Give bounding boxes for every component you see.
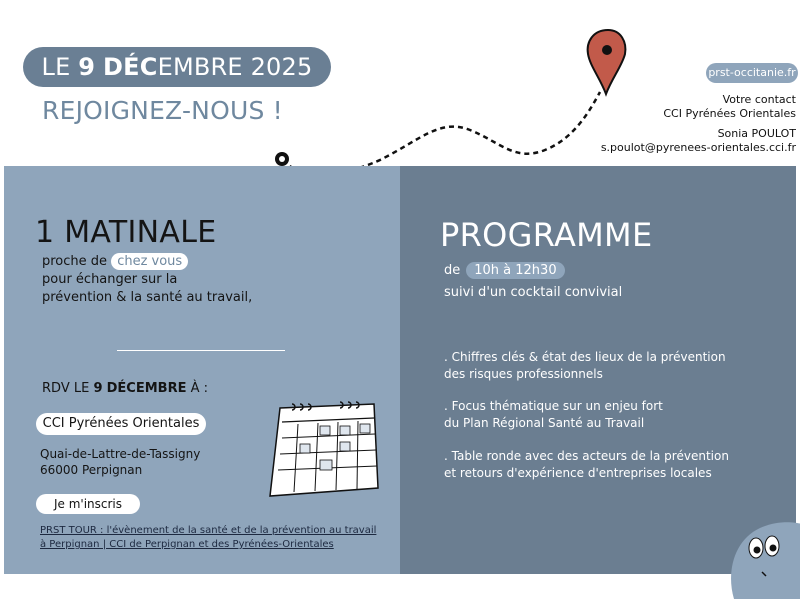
mascot-icon	[720, 512, 800, 599]
programme-item	[444, 349, 726, 383]
desc-line1: proche de	[42, 254, 108, 269]
map-pin-icon	[588, 30, 626, 94]
time-prefix: de	[444, 263, 461, 278]
programme-time	[444, 262, 565, 279]
programme-title: PROGRAMME	[440, 216, 653, 254]
link-line2[interactable]: à Perpignan | CCI de Perpignan et des Pyrénées-Orientales	[40, 539, 334, 550]
rdv-day: 9	[93, 381, 103, 396]
venue-pill: CCI Pyrénées Orientales	[36, 413, 206, 435]
divider	[117, 350, 285, 351]
desc-line2: pour échanger sur la	[42, 272, 178, 287]
date-month-rest: EMBRE 2025	[157, 53, 313, 81]
address-line1: Quai-de-Lattre-de-Tassigny	[40, 447, 201, 461]
date-month-bold: DÉC	[103, 53, 158, 81]
item-line2: du Plan Régional Santé au Travail	[444, 416, 645, 430]
address-line2: 66000 Perpignan	[40, 463, 143, 477]
calendar-illustration-icon	[262, 396, 387, 501]
contact-block	[601, 93, 796, 155]
desc-line3: prévention & la santé au travail,	[42, 290, 253, 305]
contact-org: CCI Pyrénées Orientales	[663, 107, 796, 120]
rdv-suffix: À :	[190, 381, 208, 396]
date-prefix: LE	[41, 53, 71, 81]
time-chip: 10h à 12h30	[466, 262, 564, 279]
item-line2: et retours d'expérience d'entreprises locales	[444, 466, 712, 480]
register-button[interactable]: Je m'inscris	[36, 494, 140, 514]
route-dashed-line	[283, 92, 600, 174]
rdv-month: DÉCEMBRE	[106, 381, 187, 396]
join-heading: REJOIGNEZ-NOUS !	[42, 96, 283, 125]
item-line2: des risques professionnels	[444, 367, 603, 381]
item-line1: . Table ronde avec des acteurs de la prévention	[444, 449, 729, 463]
venue-address	[40, 446, 200, 478]
rdv-line	[42, 381, 208, 396]
contact-email[interactable]: s.poulot@pyrenees-orientales.cci.fr	[600, 141, 796, 154]
rdv-prefix: RDV LE	[42, 381, 90, 396]
link-line1[interactable]: PRST TOUR : l'évènement de la santé et de la prévention au travail	[40, 525, 377, 536]
contact-name: Sonia POULOT	[717, 127, 796, 140]
item-line1: . Focus thématique sur un enjeu fort	[444, 399, 663, 413]
matinale-description	[42, 253, 252, 307]
prst-tour-link[interactable]	[40, 524, 380, 552]
route-start-icon	[275, 152, 289, 166]
chez-vous-chip: chez vous	[111, 253, 188, 270]
programme-item	[444, 448, 729, 482]
website-badge[interactable]: prst-occitanie.fr	[706, 63, 798, 83]
programme-item	[444, 398, 663, 432]
date-day: 9	[78, 53, 96, 81]
programme-cocktail: suivi d'un cocktail convivial	[444, 285, 623, 300]
item-line1: . Chiffres clés & état des lieux de la prévention	[444, 350, 726, 364]
matinale-title: 1 MATINALE	[35, 215, 217, 250]
contact-label: Votre contact	[722, 93, 796, 106]
